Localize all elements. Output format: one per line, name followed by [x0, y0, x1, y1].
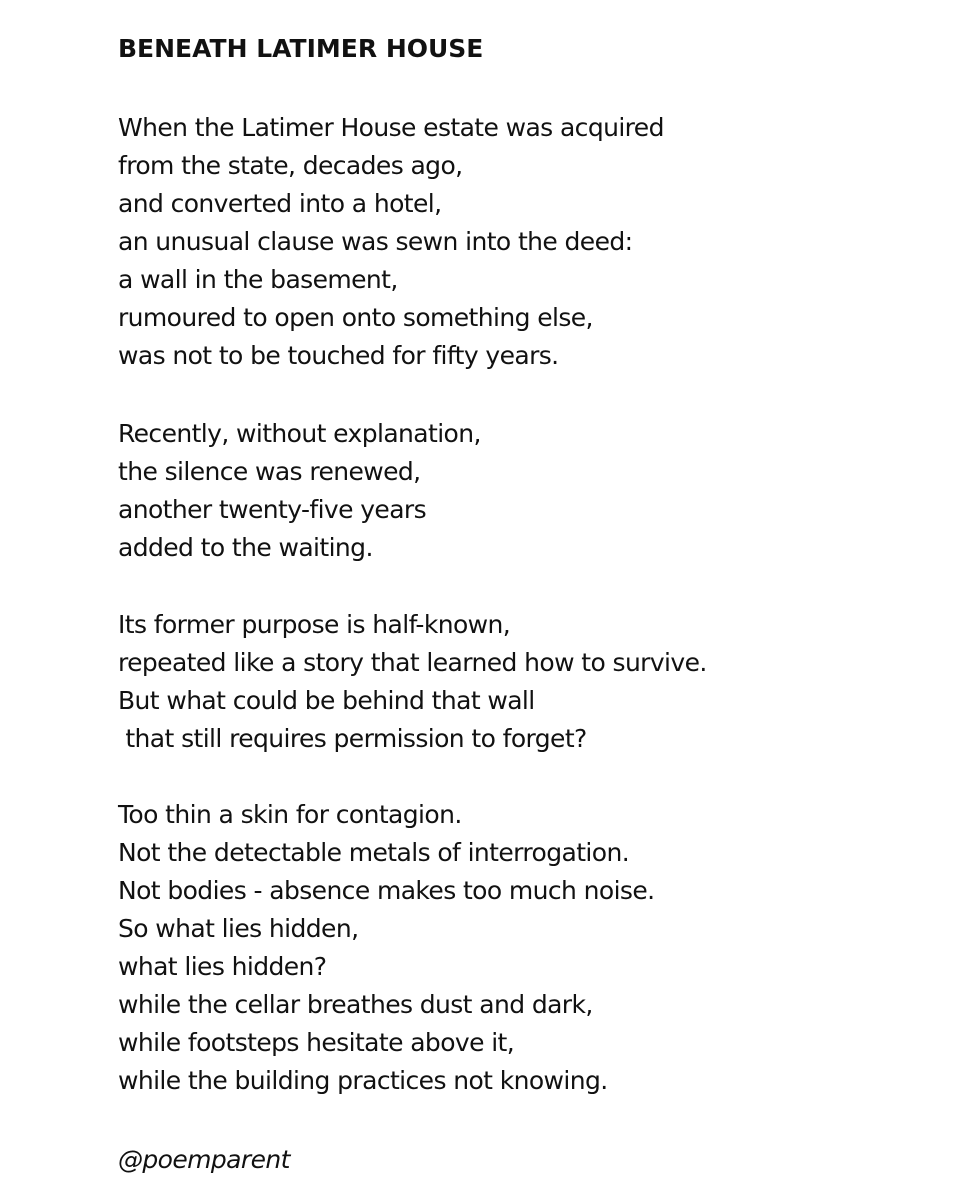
poem-line: from the state, decades ago,	[118, 151, 463, 180]
poem-line: When the Latimer House estate was acquired	[118, 113, 664, 142]
poem-line: a wall in the basement,	[118, 265, 398, 294]
poem-title: BENEATH LATIMER HOUSE	[118, 34, 484, 63]
poem-line: the silence was renewed,	[118, 457, 421, 486]
poem-line: Not bodies - absence makes too much noise.	[118, 876, 655, 905]
author-handle: @poemparent	[118, 1145, 290, 1174]
poem-line: while the cellar breathes dust and dark,	[118, 990, 593, 1019]
poem-line: Its former purpose is half-known,	[118, 610, 511, 639]
poem-line: was not to be touched for fifty years.	[118, 341, 559, 370]
poem-line: what lies hidden?	[118, 952, 327, 981]
stanza-3	[118, 606, 707, 758]
poem-line: that still requires permission to forget?	[118, 724, 587, 753]
poem-line: another twenty-five years	[118, 495, 427, 524]
poem-line: and converted into a hotel,	[118, 189, 442, 218]
poem-line: rumoured to open onto something else,	[118, 303, 593, 332]
stanza-1	[118, 109, 664, 375]
poem-line: But what could be behind that wall	[118, 686, 535, 715]
poem-line: Recently, without explanation,	[118, 419, 481, 448]
poem-line: while the building practices not knowing.	[118, 1066, 608, 1095]
poem-line: Too thin a skin for contagion.	[118, 800, 462, 829]
poem-line: Not the detectable metals of interrogation.	[118, 838, 630, 867]
stanza-2	[118, 415, 481, 567]
poem-line: added to the waiting.	[118, 533, 373, 562]
poem-line: So what lies hidden,	[118, 914, 359, 943]
poem-line: while footsteps hesitate above it,	[118, 1028, 515, 1057]
stanza-4	[118, 796, 654, 1100]
poem-line: an unusual clause was sewn into the deed:	[118, 227, 633, 256]
poem-line: repeated like a story that learned how to survive.	[118, 648, 707, 677]
